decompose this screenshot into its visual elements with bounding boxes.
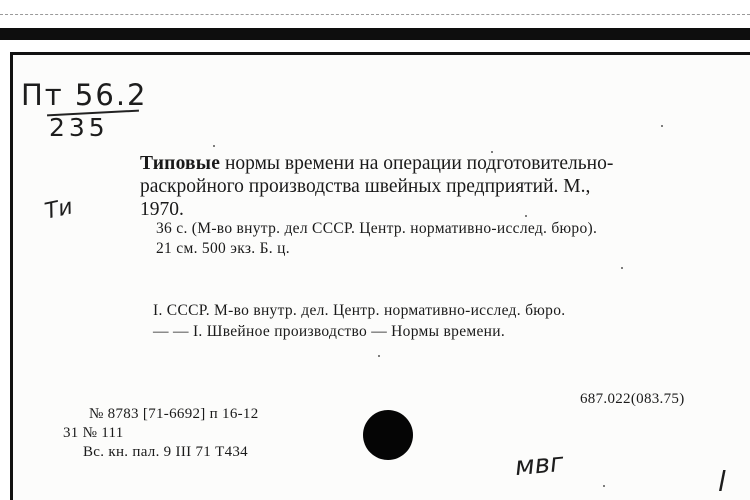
- scan-speck: [603, 485, 605, 487]
- top-black-bar: [0, 28, 750, 40]
- shelf-mark-top: Пт 56.2: [21, 78, 148, 112]
- title-line-1: нормы времени на операции подготовительно-: [220, 153, 614, 174]
- handwritten-signature: мвг: [513, 447, 565, 483]
- scan-speck: [621, 267, 623, 269]
- title-line-2: раскройного производства швейных предприятий. М.,: [140, 176, 591, 197]
- tracing-line-2: — — I. Швейное производство — Нормы времени.: [153, 323, 506, 340]
- book-title: [140, 152, 613, 221]
- tracing-line-1: I. СССР. М-во внутр. дел. Центр. нормативно-исслед. бюро.: [153, 302, 566, 319]
- top-edge-strip: [0, 0, 750, 15]
- registration-info: [63, 405, 259, 462]
- physical-description: [156, 219, 597, 259]
- udc-classification: 687.022(083.75): [580, 391, 685, 407]
- shelf-mark-bottom: 235: [49, 113, 109, 142]
- meta-line-2: 31 № 111: [63, 425, 124, 441]
- punch-hole: [363, 410, 413, 460]
- meta-line-3: Вс. кн. пал. 9 III 71 Т434: [83, 444, 248, 460]
- corner-handwritten-mark: l: [718, 465, 726, 498]
- meta-line-1: № 8783 [71-6692] п 16-12: [89, 406, 259, 422]
- catalog-card: [10, 52, 750, 500]
- desc-line-1: 36 с. (М-во внутр. дел СССР. Центр. нормативно-исслед. бюро).: [156, 220, 598, 237]
- subject-tracings: [153, 300, 565, 342]
- scan-speck: [525, 215, 527, 217]
- title-line-3: 1970.: [140, 199, 184, 220]
- author-mark: Ти: [42, 194, 76, 225]
- scan-speck: [491, 151, 493, 153]
- scan-speck: [378, 355, 380, 357]
- scan-speck: [661, 125, 663, 127]
- scan-speck: [213, 145, 215, 147]
- title-lead-word: Типовые: [140, 153, 221, 174]
- desc-line-2: 21 см. 500 экз. Б. ц.: [156, 240, 290, 257]
